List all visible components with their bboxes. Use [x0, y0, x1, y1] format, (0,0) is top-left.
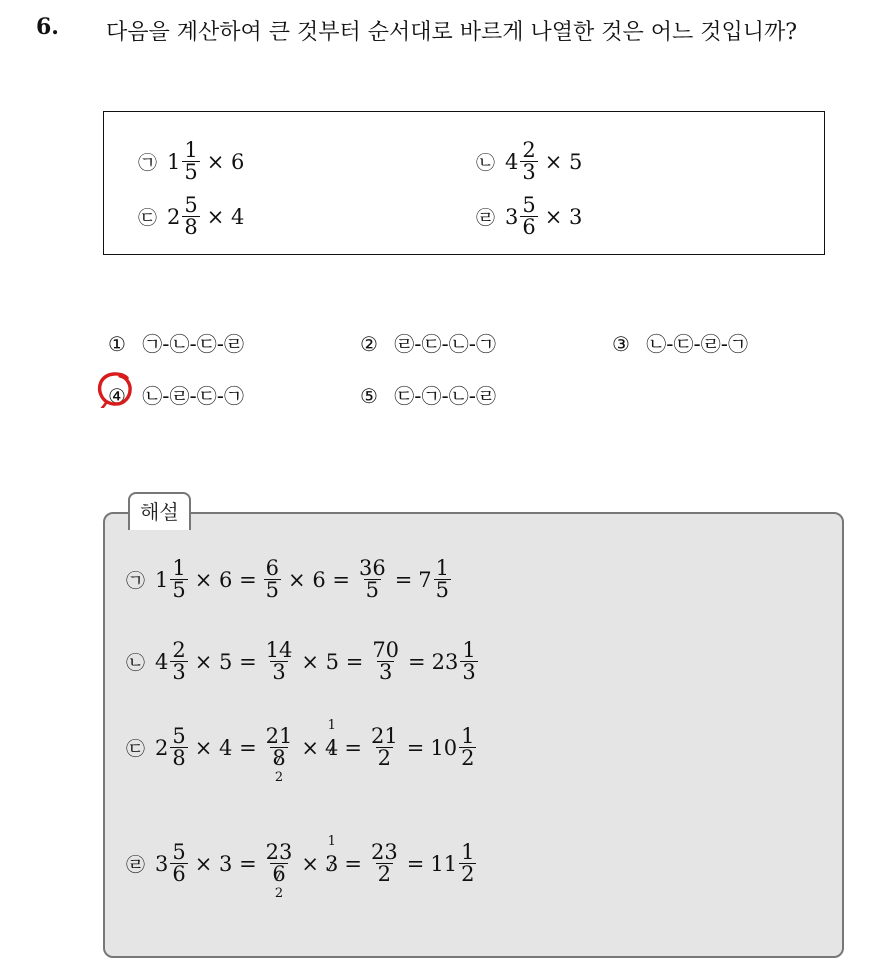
item-1: ㉠ 1 $\frac{1}{5}$ × 6 [138, 138, 245, 184]
item-2: ㉡ 4 $\frac{2}{3}$ × 5 [476, 138, 583, 184]
question-text: 다음을 계산하여 큰 것부터 순서대로 바르게 나열한 것은 어느 것입니까? [106, 20, 798, 45]
question-number: 6. [36, 14, 59, 40]
item-3: ㉢ 2 $\frac{5}{8}$ × 4 [138, 193, 245, 239]
item-mark: ㉡ [476, 152, 496, 174]
choice-text: ㉣-㉢-㉡-㉠ [394, 332, 496, 356]
choice-text: ㉡-㉢-㉣-㉠ [646, 332, 748, 356]
choice-1[interactable] [108, 328, 244, 357]
solution-line-4: ㉣ 3 $\frac{5}{6}$ × 3 = $\frac{23}{6}$ 2 × 1 3 = $\frac{23}{2}$ = 11 $\frac{1}{2}$ [126, 833, 475, 901]
choice-3[interactable] [612, 328, 748, 357]
choice-label: ② [360, 332, 378, 356]
choice-label: ⑤ [360, 384, 378, 408]
solution-line-1: ㉠ 1 $\frac{1}{5}$ × 6 = $\frac{6}{5}$ × 6 = $\frac{36}{5}$ = 7 $\frac{1}{5}$ [126, 556, 450, 602]
choice-label: ④ [108, 384, 126, 408]
choice-text: ㉢-㉠-㉡-㉣ [394, 384, 496, 408]
answer-circle-icon [96, 370, 134, 408]
item-mark: ㉢ [138, 207, 158, 229]
item-mark: ㉠ [138, 152, 158, 174]
choice-text: ㉡-㉣-㉢-㉠ [142, 384, 244, 408]
choice-label: ③ [612, 332, 630, 356]
item-mark: ㉣ [476, 207, 496, 229]
choice-text: ㉠-㉡-㉢-㉣ [142, 332, 244, 356]
solution-line-2: ㉡ 4 $\frac{2}{3}$ × 5 = $\frac{14}{3}$ × 5 = $\frac{70}{3}$ = 23 $\frac{1}{3}$ [126, 638, 476, 684]
choice-2[interactable] [360, 328, 496, 357]
choice-5[interactable] [360, 380, 496, 409]
item-4: ㉣ 3 $\frac{5}{6}$ × 3 [476, 193, 583, 239]
choice-label: ① [108, 332, 126, 356]
solution-line-3: ㉢ 2 $\frac{5}{8}$ × 4 = $\frac{21}{8}$ 2 × 1 4 = $\frac{21}{2}$ = 10 $\frac{1}{2}$ [126, 717, 475, 785]
explanation-tab: 해설 [128, 492, 191, 530]
